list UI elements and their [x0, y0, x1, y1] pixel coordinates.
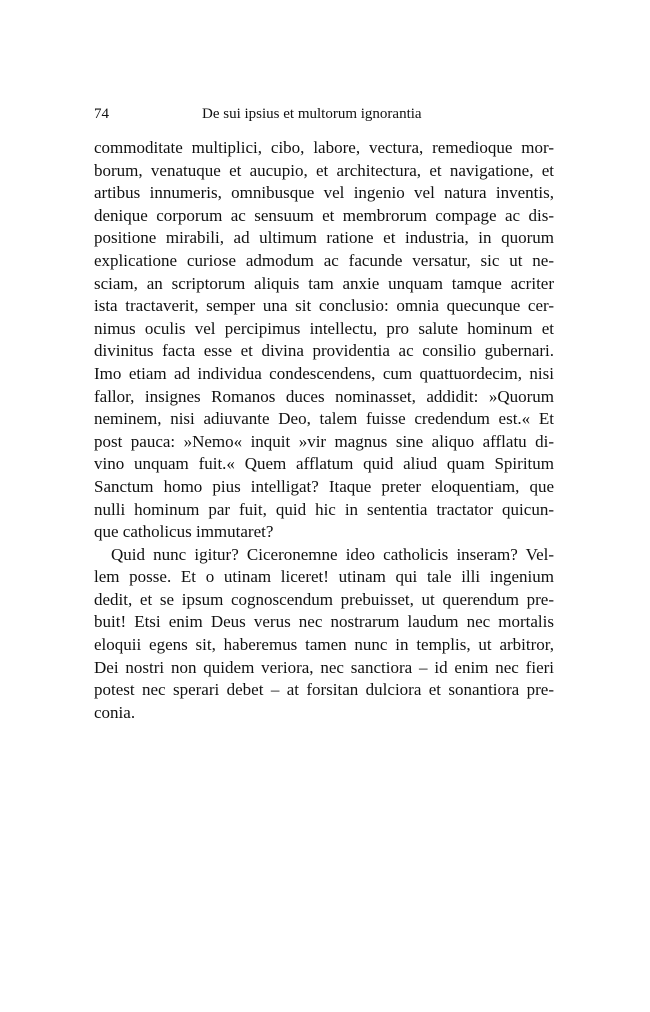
text-line: vino unquam fuit.« Quem afflatum quid aliud quam Spiritum [94, 454, 554, 474]
paragraph-1 [94, 137, 554, 544]
text-line: Sanctum homo pius intelligat? Itaque preter eloquentiam, que [94, 476, 554, 496]
body-text [94, 137, 554, 724]
text-line: explicatione curiose admodum ac facunde versatur, sic ut ne- [94, 250, 554, 270]
text-line: denique corporum ac sensuum et membrorum compage ac dis- [94, 205, 554, 225]
text-line: que catholicus immutaret? [94, 522, 274, 542]
text-line: artibus innumeris, omnibusque vel ingenio vel natura inventis, [94, 183, 554, 203]
page-number: 74 [94, 106, 109, 122]
text-line: nimus oculis vel percipimus intellectu, pro salute hominum et [94, 318, 554, 338]
text-line: potest nec sperari debet – at forsitan dulciora et sonantiora pre- [94, 680, 554, 700]
text-line: post pauca: »Nemo« inquit »vir magnus sine aliquo afflatu di- [94, 431, 554, 451]
text-line: sciam, an scriptorum aliquis tam anxie unquam tamque acriter [94, 273, 554, 293]
text-line: eloquii egens sit, haberemus tamen nunc in templis, ut arbitror, [94, 635, 554, 655]
text-line: commoditate multiplici, cibo, labore, vectura, remedioque mor- [94, 138, 554, 157]
running-title: De sui ipsius et multorum ignorantia [202, 106, 422, 122]
text-line: divinitus facta esse et divina providentia ac consilio gubernari. [94, 341, 554, 361]
paragraph-2 [94, 544, 554, 725]
text-line: nulli hominum par fuit, quid hic in sententia tractator quicun- [94, 499, 554, 519]
text-line: positione mirabili, ad ultimum ratione et industria, in quorum [94, 228, 554, 248]
text-line: fallor, insignes Romanos duces nominasset, addidit: »Quorum [94, 386, 554, 406]
text-line: borum, venatuque et aucupio, et architectura, et navigatione, et [94, 160, 554, 180]
text-line: dedit, et se ipsum cognoscendum prebuisset, ut querendum pre- [94, 589, 554, 609]
text-line: ista tractaverit, semper una sit conclusio: omnia quecunque cer- [94, 296, 554, 316]
running-head [94, 104, 554, 124]
text-line: buit! Etsi enim Deus verus nec nostrarum laudum nec mortalis [94, 612, 554, 632]
text-line: Quid nunc igitur? Ciceronemne ideo catholicis inseram? Vel- [111, 544, 554, 564]
text-line: Imo etiam ad individua condescendens, cum quattuordecim, nisi [94, 363, 554, 383]
text-line: lem posse. Et o utinam liceret! utinam qui tale illi ingenium [94, 567, 554, 587]
text-line: neminem, nisi adiuvante Deo, talem fuisse credendum est.« Et [94, 409, 554, 429]
text-line: conia. [94, 702, 136, 722]
text-line: Dei nostri non quidem veriora, nec sanctiora – id enim nec fieri [94, 657, 554, 677]
